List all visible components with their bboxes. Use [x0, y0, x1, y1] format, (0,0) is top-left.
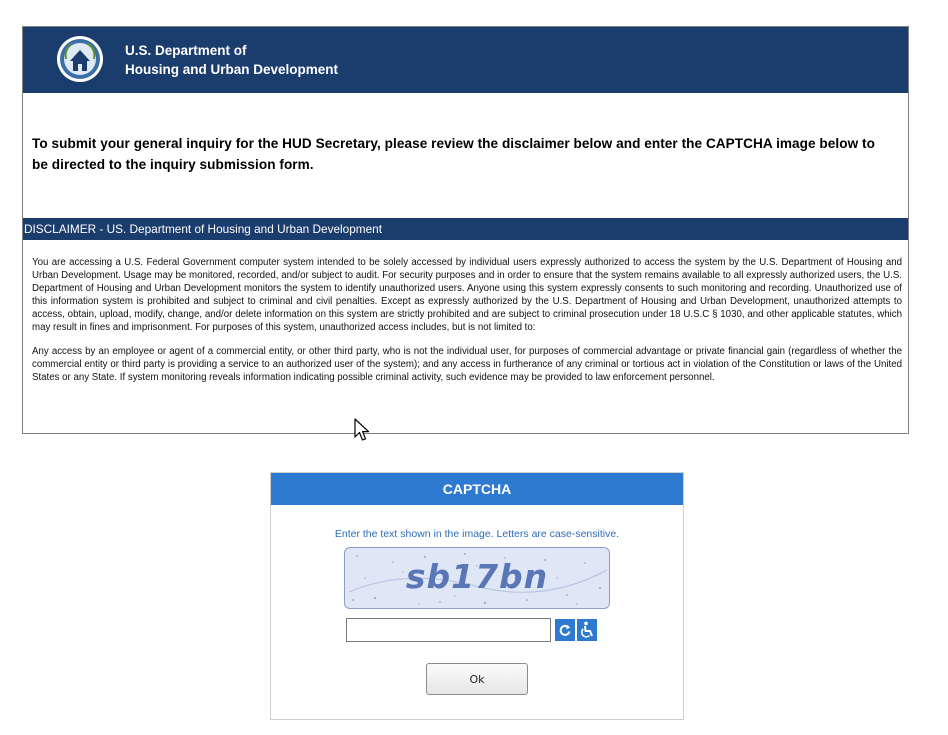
mouse-cursor-icon	[353, 417, 371, 443]
disclaimer-title-bar: DISCLAIMER - US. Department of Housing and Urban Development	[23, 218, 908, 240]
org-title-line1: U.S. Department of	[125, 43, 247, 58]
hud-seal-icon	[56, 35, 104, 83]
disclaimer-paragraph-1: You are accessing a U.S. Federal Government computer system intended to be solely accessed by individual users expressly authorized to access the system by the U.S. Department of Housing and Urban Development. Usage may be monitored, recorded, and/or subject to audit. For security purposes and in order to ensure that the system remains available to all expressly authorized users, the U.S. Department of Housing and Urban Development monitors the system to identify unauthorized users. Anyone using this system expressly consents to such monitoring and recording. Unauthorized use of this information system is prohibited and subject to criminal and civil penalties. Except as expressly authorized by the U.S. Department of Housing and Urban Development, unauthorized attempts to access, obtain, upload, modify, change, and/or delete information on this system are strictly prohibited and are subject to criminal prosecution under 18 U.S.C § 1030, and other applicable statutes, which may result in fines and imprisonment. For purposes of this system, unauthorized access includes, but is not limited to:	[32, 257, 902, 333]
refresh-icon	[558, 623, 572, 637]
org-title-line2: Housing and Urban Development	[125, 62, 339, 77]
captcha-code-text: sb17bn	[405, 557, 549, 596]
disclaimer-body	[32, 256, 902, 395]
refresh-captcha-button[interactable]	[555, 619, 575, 641]
accessible-captcha-button[interactable]	[577, 619, 597, 641]
accessibility-icon	[579, 621, 595, 639]
captcha-image	[344, 547, 610, 609]
main-panel	[22, 26, 909, 434]
disclaimer-paragraph-2: Any access by an employee or agent of a commercial entity, or other third party, who is not the individual user, for purposes of commercial advantage or private financial gain (regardless of whether the commercial entity or third party is providing a service to an authorized user of the system); and any access in furtherance of any criminal or tortious act in violation of the Constitution or laws of the United States or any State. If system monitoring reveals information indicating possible criminal activity, such evidence may be provided to law enforcement personnel.	[32, 346, 902, 383]
captcha-panel	[270, 472, 684, 720]
site-header	[23, 27, 908, 93]
intro-text: To submit your general inquiry for the HUD Secretary, please review the disclaimer below and enter the CAPTCHA image below to be directed to the inquiry submission form.	[32, 136, 875, 172]
captcha-instruction: Enter the text shown in the image. Letters are case-sensitive.	[334, 528, 620, 540]
org-title	[125, 41, 338, 79]
captcha-title: CAPTCHA	[271, 473, 683, 505]
ok-button[interactable]: Ok	[426, 663, 528, 695]
captcha-input[interactable]	[346, 618, 551, 642]
